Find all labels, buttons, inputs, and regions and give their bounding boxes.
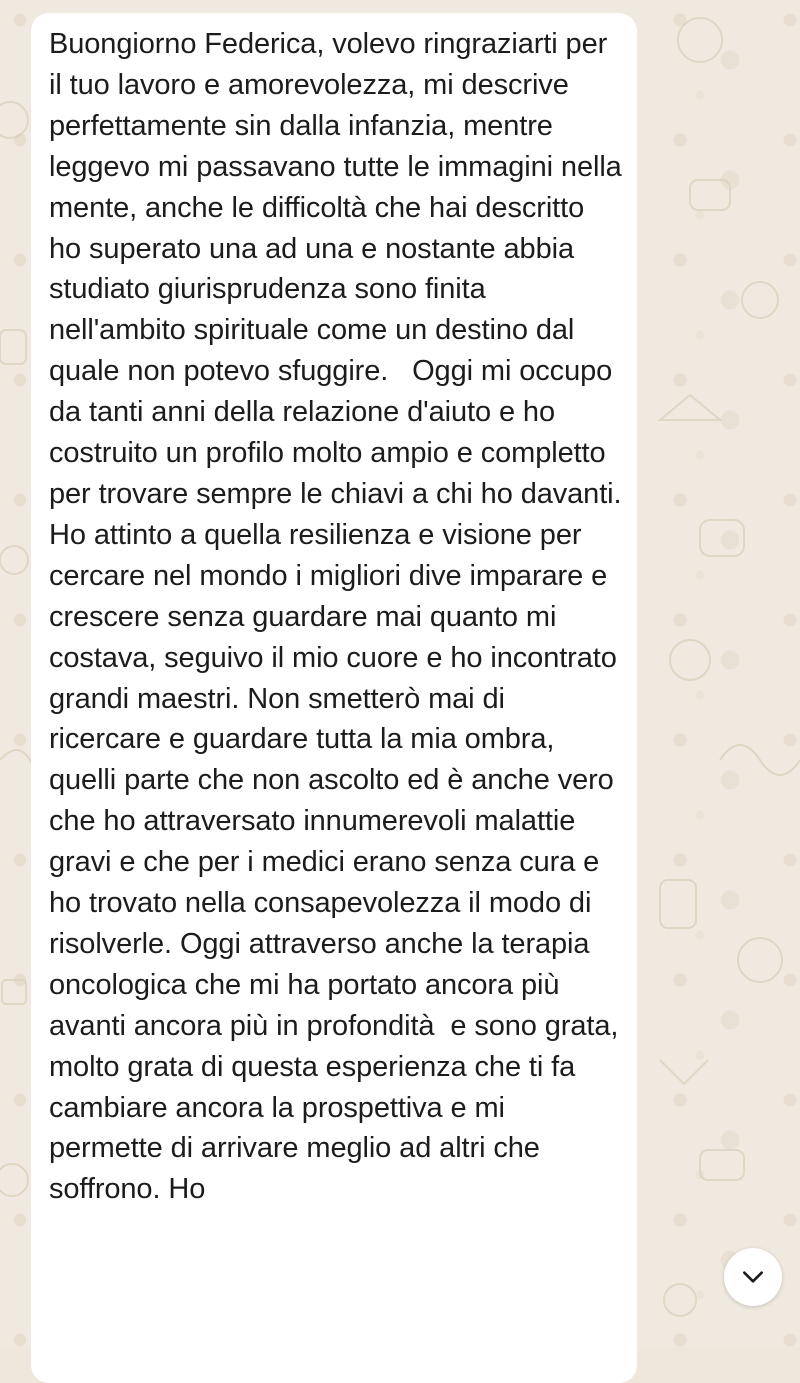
message-bubble: [31, 13, 637, 1383]
scroll-to-bottom-button[interactable]: [724, 1248, 782, 1306]
message-text: Buongiorno Federica, volevo ringraziarti per il tuo lavoro e amorevolezza, mi descrive perfettamente sin dalla infanzia, mentre leggevo mi passavano tutte le immagini nella mente, anche le difficoltà che hai descritto ho superato una ad una e nostante abbia studiato giurisprudenza sono finita nell'ambito spirituale come un destino dal quale non potevo sfuggire. Oggi mi occupo da tanti anni della relazione d'aiuto e ho costruito un profilo molto ampio e completto per trovare sempre le chiavi a chi ho davanti. Ho attinto a quella resilienza e visione per cercare nel mondo i migliori dive imparare e crescere senza guardare mai quanto mi costava, seguivo il mio cuore e ho incontrato grandi maestri. Non smetterò mai di ricercare e guardare tutta la mia ombra, quelli parte che non ascolto ed è anche vero che ho attraversato innumerevoli malattie gravi e che per i medici erano senza cura e ho trovato nella consapevolezza il modo di risolverle. Oggi attraverso anche la terapia oncologica che mi ha portato ancora più avanti ancora più in profondità e sono grata, molto grata di questa esperienza che ti fa cambiare ancora la prospettiva e mi permette di arrivare meglio ad altri che soffrono. Ho: [49, 28, 630, 1206]
chevron-down-icon: [740, 1264, 766, 1290]
